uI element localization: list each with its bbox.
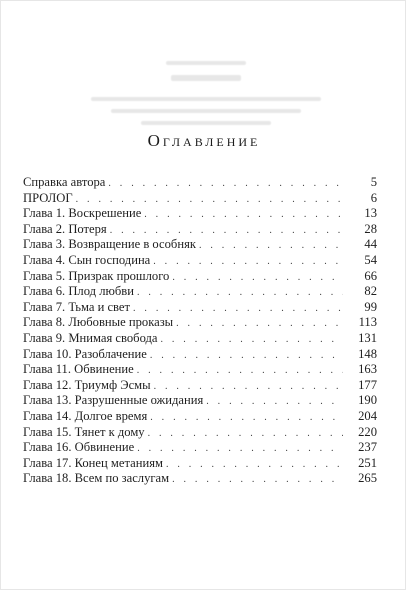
- toc-entry-page-number: 6: [370, 190, 377, 205]
- toc-dot-leader: [172, 472, 343, 488]
- toc-entry-label: Глава 12. Триумф Эсмы: [23, 377, 151, 392]
- toc-entry: [23, 300, 377, 316]
- toc-entry-page-number: 5: [370, 175, 377, 189]
- toc-entry-label: Глава 14. Долгое время: [23, 408, 148, 423]
- toc-entry-label: Глава 10. Разоблачение: [23, 346, 147, 361]
- toc-entry-page-number: 54: [364, 252, 377, 267]
- toc-entry: [23, 409, 377, 425]
- toc-entry-label: Глава 16. Обвинение: [23, 440, 135, 455]
- toc-dot-leader: [166, 457, 343, 473]
- show-through-text: [71, 53, 341, 143]
- toc-entry-label: ПРОЛОГ: [23, 190, 73, 205]
- toc-entry-page-number: 131: [358, 330, 377, 345]
- toc-entry-page-number: 28: [364, 221, 377, 236]
- toc-entry: [23, 425, 377, 441]
- toc-entry-label: Глава 5. Призрак прошлого: [23, 268, 170, 283]
- toc-entry-label: Глава 9. Мнимая свобода: [23, 330, 158, 345]
- toc-dot-leader: [153, 254, 343, 270]
- toc-dot-leader: [133, 301, 343, 317]
- toc-entry: [23, 222, 377, 238]
- toc-entry: [23, 378, 377, 394]
- toc-entry-label: Глава 15. Тянет к дому: [23, 424, 145, 439]
- toc-title: Оглавление: [147, 131, 261, 150]
- toc-entry: [23, 471, 377, 487]
- toc-entry-label: Глава 8. Любовные проказы: [23, 315, 174, 330]
- toc-entry: [23, 175, 377, 191]
- toc-dot-leader: [172, 270, 343, 286]
- toc-entry-label: Справка автора: [23, 175, 106, 189]
- toc-entry: [23, 284, 377, 300]
- toc-entry: [23, 269, 377, 285]
- table-of-contents: [23, 175, 377, 487]
- toc-entry-page-number: 220: [358, 424, 377, 439]
- toc-entry-label: Глава 6. Плод любви: [23, 284, 134, 299]
- toc-dot-leader: [161, 332, 344, 348]
- toc-entry: [23, 315, 377, 331]
- toc-entry-label: Глава 4. Сын господина: [23, 252, 151, 267]
- toc-entry-page-number: 66: [364, 268, 377, 283]
- toc-dot-leader: [110, 223, 343, 239]
- toc-entry-page-number: 251: [358, 455, 377, 470]
- toc-entry-label: Глава 2. Потеря: [23, 221, 107, 236]
- toc-entry: [23, 331, 377, 347]
- toc-entry-label: Глава 1. Воскрешение: [23, 206, 142, 221]
- toc-dot-leader: [150, 410, 343, 426]
- toc-entry-label: Глава 7. Тьма и свет: [23, 299, 131, 314]
- toc-entry: [23, 253, 377, 269]
- toc-entry-label: Глава 13. Разрушенные ожидания: [23, 393, 204, 408]
- toc-entry-page-number: 163: [358, 362, 377, 377]
- toc-entry-page-number: 237: [358, 440, 377, 455]
- toc-entry-page-number: 265: [358, 471, 377, 486]
- toc-dot-leader: [150, 348, 343, 364]
- toc-entry-page-number: 13: [364, 206, 377, 221]
- toc-dot-leader: [206, 394, 343, 410]
- toc-dot-leader: [154, 379, 343, 395]
- toc-entry: [23, 393, 377, 409]
- toc-entry-page-number: 82: [364, 284, 377, 299]
- toc-entry-page-number: 113: [358, 315, 377, 330]
- toc-dot-leader: [137, 363, 343, 379]
- toc-dot-leader: [144, 207, 343, 223]
- toc-dot-leader: [199, 238, 343, 254]
- toc-entry-page-number: 148: [358, 346, 377, 361]
- toc-entry-label: Глава 11. Обвинение: [23, 362, 134, 377]
- toc-entry-label: Глава 18. Всем по заслугам: [23, 471, 170, 486]
- toc-entry-page-number: 99: [364, 299, 377, 314]
- toc-entry-page-number: 190: [358, 393, 377, 408]
- toc-dot-leader: [176, 316, 343, 332]
- toc-entry-page-number: 204: [358, 408, 377, 423]
- toc-dot-leader: [148, 426, 343, 442]
- toc-entry-page-number: 44: [364, 237, 377, 252]
- toc-entry: [23, 362, 377, 378]
- toc-entry: [23, 456, 377, 472]
- toc-dot-leader: [108, 176, 343, 192]
- toc-entry: [23, 440, 377, 456]
- toc-dot-leader: [137, 285, 343, 301]
- toc-dot-leader: [76, 192, 343, 208]
- toc-entry: [23, 347, 377, 363]
- toc-dot-leader: [137, 441, 343, 457]
- toc-entry: [23, 206, 377, 222]
- toc-entry-page-number: 177: [358, 377, 377, 392]
- toc-entry-label: Глава 17. Конец метаниям: [23, 455, 163, 470]
- toc-entry: [23, 237, 377, 253]
- toc-entry: [23, 191, 377, 207]
- toc-entry-label: Глава 3. Возвращение в особняк: [23, 237, 196, 252]
